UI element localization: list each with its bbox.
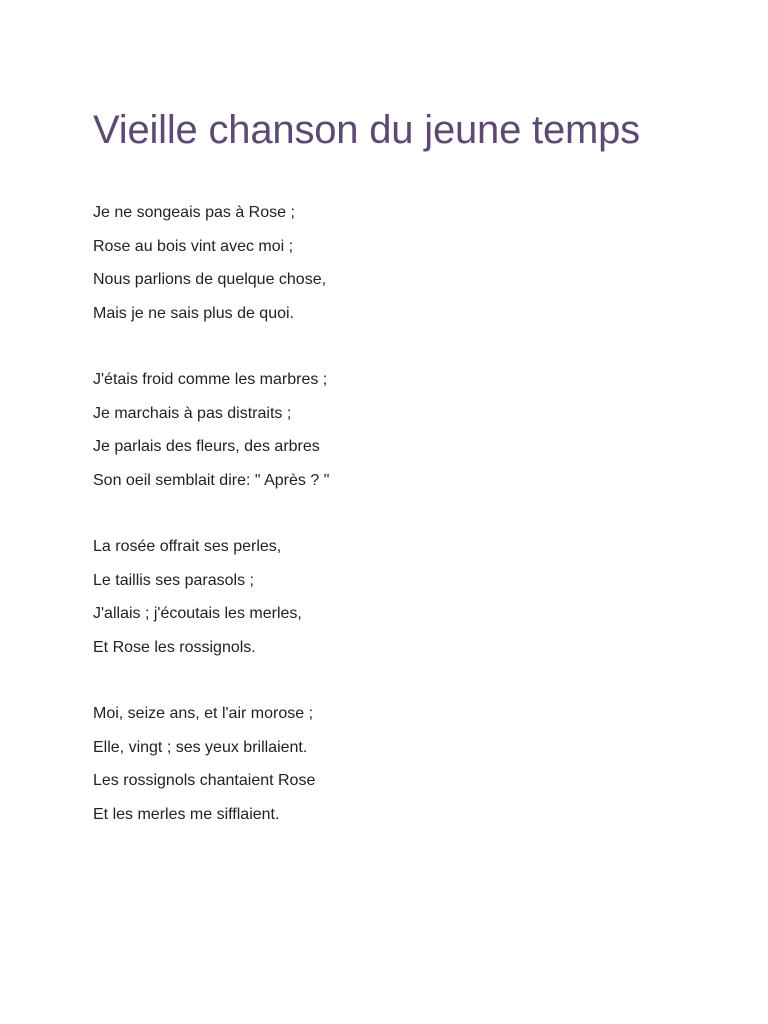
stanza-2: [93, 363, 693, 497]
poem-line: Je ne songeais pas à Rose ;: [93, 204, 295, 221]
poem-line: Je marchais à pas distraits ;: [93, 404, 292, 422]
poem-line: Et les merles me sifflaient.: [93, 805, 280, 823]
poem-line: Les rossignols chantaient Rose: [93, 772, 316, 789]
stanza-1: [93, 196, 693, 330]
poem-line: Son oeil semblait dire: " Après ? ": [93, 471, 330, 489]
poem-body: [93, 196, 693, 831]
poem-line: Le taillis ses parasols ;: [93, 571, 254, 589]
document-page: [93, 104, 693, 864]
poem-line: Elle, vingt ; ses yeux brillaient.: [93, 738, 308, 756]
poem-line: J'étais froid comme les marbres ;: [93, 371, 328, 388]
poem-line: Rose au bois vint avec moi ;: [93, 237, 294, 255]
stanza-3: [93, 530, 693, 664]
stanza-4: [93, 697, 693, 831]
page-title: Vieille chanson du jeune temps: [93, 108, 640, 152]
poem-line: Et Rose les rossignols.: [93, 638, 256, 656]
poem-line: Je parlais des fleurs, des arbres: [93, 438, 320, 455]
poem-line: La rosée offrait ses perles,: [93, 538, 282, 555]
poem-line: J'allais ; j'écoutais les merles,: [93, 605, 302, 622]
poem-line: Mais je ne sais plus de quoi.: [93, 304, 294, 322]
poem-line: Moi, seize ans, et l'air morose ;: [93, 705, 314, 722]
poem-line: Nous parlions de quelque chose,: [93, 271, 327, 288]
